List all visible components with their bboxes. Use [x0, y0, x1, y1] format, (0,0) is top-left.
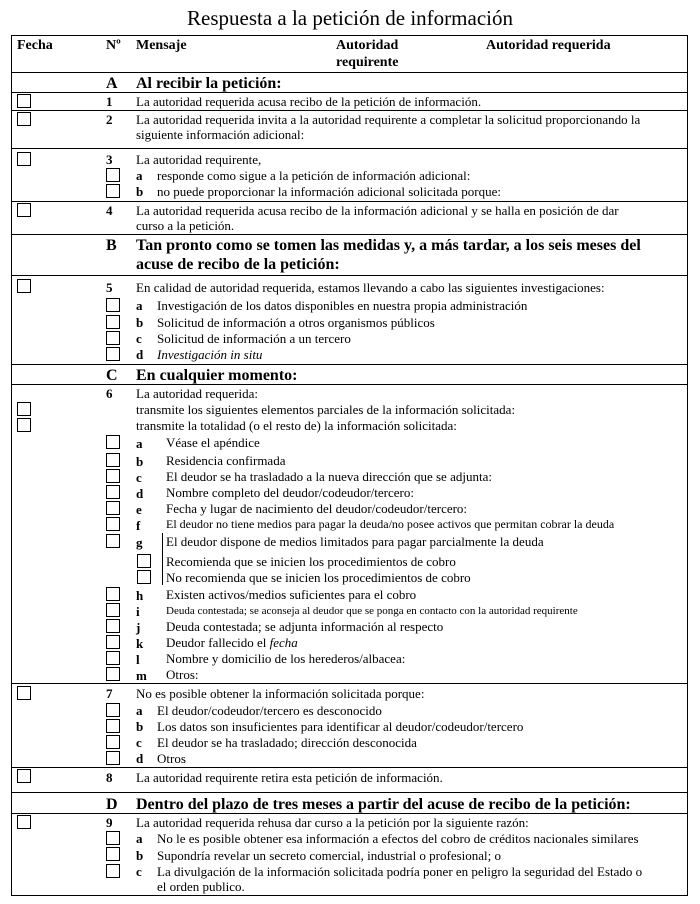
item-6l-letter: l: [136, 652, 140, 667]
item-5c-letter: c: [136, 331, 142, 346]
checkbox-item-9c[interactable]: [106, 864, 120, 878]
item-9c-letter: c: [136, 864, 142, 879]
item-6-num: 6: [106, 386, 113, 401]
item-6-line-2: transmite los siguientes elementos parciales de la información solicitada:: [136, 402, 516, 417]
divider: [11, 275, 688, 276]
item-5-num: 5: [106, 280, 113, 295]
item-5-text: En calidad de autoridad requerida, estamos llevando a cabo las siguientes investigaciones:: [136, 280, 605, 295]
checkbox-item-6k[interactable]: [106, 635, 120, 649]
item-5b-letter: b: [136, 315, 144, 330]
header-autoridad-requirente-2: requirente: [336, 55, 399, 70]
item-6g-not-recommend-text: No recomienda que se inicien los procedimientos de cobro: [166, 570, 471, 585]
checkbox-item-5b[interactable]: [106, 315, 120, 329]
item-7-text: No es posible obtener la información solicitada porque:: [136, 686, 425, 701]
item-9a-letter: a: [136, 831, 143, 846]
item-4-num: 4: [106, 203, 113, 218]
item-4-line-1: La autoridad requerida acusa recibo de la información adicional y se halla en posición de dar: [136, 203, 619, 218]
divider: [11, 767, 688, 768]
checkbox-item-5[interactable]: [17, 279, 31, 293]
item-5a-text: Investigación de los datos disponibles en nuestra propia administración: [157, 298, 528, 313]
item-6j-letter: j: [136, 620, 141, 635]
item-7c-text: El deudor se ha trasladado; dirección desconocida: [157, 735, 417, 750]
item-5d-letter: d: [136, 347, 144, 362]
checkbox-item-7d[interactable]: [106, 751, 120, 765]
section-a-letter: A: [106, 75, 118, 92]
checkbox-item-5d[interactable]: [106, 347, 120, 361]
checkbox-item-6c[interactable]: [106, 469, 120, 483]
item-6h-text: Existen activos/medios suficientes para el cobro: [166, 587, 417, 602]
section-c-letter: C: [106, 367, 118, 384]
item-8-text: La autoridad requirente retira esta petición de información.: [136, 770, 443, 785]
item-6a-text: Véase el apéndice: [166, 435, 260, 450]
divider: [11, 92, 688, 93]
item-6e-letter: e: [136, 502, 142, 517]
checkbox-item-9a[interactable]: [106, 831, 120, 845]
item-7b-text: Los datos son insuficientes para identificar al deudor/codeudor/tercero: [157, 719, 524, 734]
section-b-title-line-1: Tan pronto como se tomen las medidas y, a más tardar, a los seis meses del: [136, 237, 641, 254]
checkbox-item-9[interactable]: [17, 815, 31, 829]
item-3a-letter: a: [136, 168, 143, 183]
checkbox-item-9b[interactable]: [106, 847, 120, 861]
checkbox-item-6i[interactable]: [106, 603, 120, 617]
header-fecha: Fecha: [17, 38, 53, 53]
checkbox-item-7c[interactable]: [106, 735, 120, 749]
item-1-text: La autoridad requerida acusa recibo de la petición de información.: [136, 94, 482, 109]
item-6c-text: El deudor se ha trasladado a la nueva dirección que se adjunta:: [166, 469, 492, 484]
checkbox-item-6h[interactable]: [106, 587, 120, 601]
item-9b-letter: b: [136, 848, 144, 863]
checkbox-item-1[interactable]: [17, 94, 31, 108]
item-1-num: 1: [106, 94, 113, 109]
item-6g-text: El deudor dispone de medios limitados para pagar parcialmente la deuda: [166, 534, 544, 549]
checkbox-item-6g[interactable]: [106, 534, 120, 548]
divider: [11, 792, 688, 793]
item-3-num: 3: [106, 152, 113, 167]
item-6b-letter: b: [136, 454, 144, 469]
divider: [11, 148, 688, 149]
checkbox-item-6b[interactable]: [106, 453, 120, 467]
item-3-text: La autoridad requirente,: [136, 152, 262, 167]
item-9-num: 9: [106, 815, 113, 830]
checkbox-item-6l[interactable]: [106, 651, 120, 665]
checkbox-item-8[interactable]: [17, 769, 31, 783]
checkbox-item-6e[interactable]: [106, 501, 120, 515]
page-title: Respuesta a la petición de información: [187, 6, 513, 30]
item-9a-text: No le es posible obtener esa información a efectos del cobro de créditos nacionales similares: [157, 831, 639, 846]
section-b-letter: B: [106, 237, 117, 254]
item-3b-letter: b: [136, 184, 144, 199]
checkbox-item-6-total[interactable]: [17, 418, 31, 432]
item-8-num: 8: [106, 770, 113, 785]
section-d-title: Dentro del plazo de tres meses a partir del acuse de recibo de la petición:: [136, 796, 631, 813]
header-num: Nº: [106, 38, 121, 53]
item-6i-text: Deuda contestada; se aconseja al deudor que se ponga en contacto con la autoridad requirente: [166, 605, 578, 617]
item-6k-text: Deudor fallecido el fecha: [166, 635, 298, 650]
item-6f-letter: f: [136, 518, 141, 533]
item-7a-letter: a: [136, 703, 143, 718]
divider: [11, 110, 688, 111]
section-c-title: En cualquier momento:: [136, 367, 298, 384]
checkbox-item-6d[interactable]: [106, 485, 120, 499]
item-6-line-3: transmite la totalidad (o el resto de) la información solicitada:: [136, 418, 457, 433]
section-b-title-line-2: acuse de recibo de la petición:: [136, 256, 340, 273]
item-7c-letter: c: [136, 735, 142, 750]
divider: [11, 683, 688, 684]
divider: [11, 384, 688, 385]
item-6d-letter: d: [136, 486, 144, 501]
item-6c-letter: c: [136, 470, 142, 485]
checkbox-item-6m[interactable]: [106, 667, 120, 681]
item-7d-text: Otros: [157, 751, 186, 766]
item-6k-letter: k: [136, 636, 144, 651]
header-autoridad-requirente-1: Autoridad: [336, 38, 399, 53]
item-3b-text: no puede proporcionar la información adicional solicitada porque:: [157, 184, 502, 199]
checkbox-item-2[interactable]: [17, 112, 31, 126]
checkbox-item-3[interactable]: [17, 152, 31, 166]
section-a-title: Al recibir la petición:: [136, 75, 282, 92]
item-6b-text: Residencia confirmada: [166, 453, 286, 468]
divider: [11, 72, 688, 73]
item-6g-recommend-text: Recomienda que se inicien los procedimientos de cobro: [166, 554, 456, 569]
item-6a-letter: a: [136, 436, 143, 451]
item-6i-letter: i: [136, 604, 140, 619]
item-9c-line-1: La divulgación de la información solicitada podría poner en peligro la seguridad del Estado o: [157, 864, 643, 879]
divider: [11, 364, 688, 365]
checkbox-item-3b[interactable]: [106, 184, 120, 198]
item-6l-text: Nombre y domicilio de los herederos/albacea:: [166, 651, 406, 666]
checkbox-item-7a[interactable]: [106, 703, 120, 717]
item-5b-text: Solicitud de información a otros organismos públicos: [157, 315, 435, 330]
checkbox-item-6-partial[interactable]: [17, 402, 31, 416]
item-7d-letter: d: [136, 751, 144, 766]
item-6d-text: Nombre completo del deudor/codeudor/tercero:: [166, 485, 414, 500]
item-6e-text: Fecha y lugar de nacimiento del deudor/codeudor/tercero:: [166, 501, 468, 516]
item-6g-letter: g: [136, 535, 143, 550]
header-autoridad-requerida: Autoridad requerida: [486, 38, 611, 53]
item-7-num: 7: [106, 686, 113, 701]
item-5a-letter: a: [136, 298, 143, 313]
checkbox-item-6a[interactable]: [106, 435, 120, 449]
checkbox-item-6g-recommend[interactable]: [137, 554, 151, 568]
item-4-line-2: curso a la petición.: [136, 218, 235, 233]
item-2-line-2: siguiente información adicional:: [136, 127, 305, 142]
item-9b-text: Supondría revelar un secreto comercial, industrial o profesional; o: [157, 848, 502, 863]
item-5d-text: Investigación in situ: [157, 347, 263, 362]
checkbox-item-7[interactable]: [17, 686, 31, 700]
divider: [11, 234, 688, 235]
item-7b-letter: b: [136, 719, 144, 734]
item-6h-letter: h: [136, 588, 144, 603]
item-9-text: La autoridad requerida rehusa dar curso a la petición por la siguiente razón:: [136, 815, 529, 830]
divider: [11, 813, 688, 814]
checkbox-item-5a[interactable]: [106, 298, 120, 312]
item-6j-text: Deuda contestada; se adjunta información al respecto: [166, 619, 444, 634]
section-d-letter: D: [106, 796, 118, 813]
item-2-line-1: La autoridad requerida invita a la autoridad requirente a completar la solicitud proporcionando la: [136, 112, 641, 127]
checkbox-item-5c[interactable]: [106, 331, 120, 345]
item-6m-text: Otros:: [166, 667, 199, 682]
item-6-line-1: La autoridad requerida:: [136, 386, 258, 401]
checkbox-item-4[interactable]: [17, 203, 31, 217]
item-6f-text: El deudor no tiene medios para pagar la deuda/no posee activos que permitan cobrar la deuda: [166, 517, 615, 531]
item-9c-line-2: el orden publico.: [157, 879, 245, 894]
checkbox-item-6f[interactable]: [106, 517, 120, 531]
item-6g-bracket: [162, 533, 163, 585]
divider: [11, 201, 688, 202]
item-6m-letter: m: [136, 668, 147, 683]
checkbox-item-6j[interactable]: [106, 619, 120, 633]
checkbox-item-3a[interactable]: [106, 168, 120, 182]
checkbox-item-7b[interactable]: [106, 719, 120, 733]
header-mensaje: Mensaje: [136, 38, 187, 53]
item-5c-text: Solicitud de información a un tercero: [157, 331, 351, 346]
item-7a-text: El deudor/codeudor/tercero es desconocido: [157, 703, 382, 718]
item-3a-text: responde como sigue a la petición de información adicional:: [157, 168, 471, 183]
checkbox-item-6g-not-recommend[interactable]: [137, 570, 151, 584]
item-2-num: 2: [106, 112, 113, 127]
